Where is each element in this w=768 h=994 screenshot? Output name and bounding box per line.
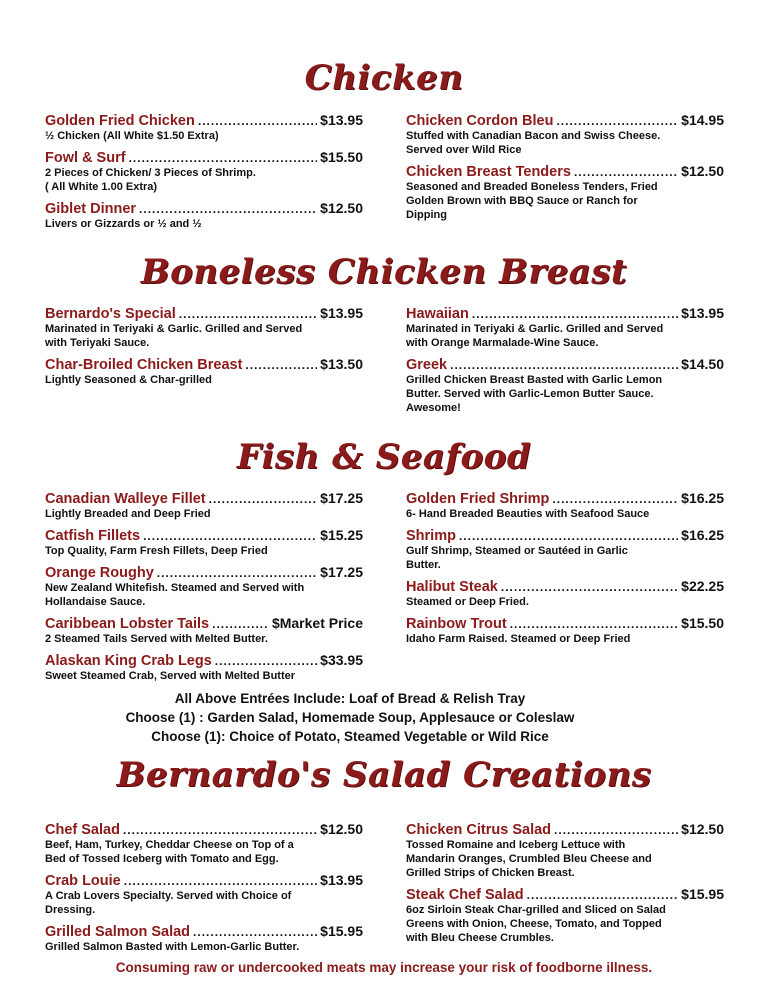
item-name: Shrimp [406,528,456,544]
boneless-right-column [406,305,724,421]
menu-item [406,490,724,521]
menu-item [45,356,363,387]
seafood-left-column [45,490,363,689]
menu-item [45,872,363,917]
menu-item [45,200,363,231]
item-description: Idaho Farm Raised. Steamed or Deep Fried [406,633,631,645]
entrees-note-line: All Above Entrées Include: Loaf of Bread & Relish Tray [174,691,526,706]
menu-item [406,527,724,572]
salads-left-column [45,821,363,960]
section-title-salads: Bernardo's Salad Creations [116,755,652,795]
item-price: $33.95 [320,652,363,668]
item-name: Golden Fried Chicken [45,113,195,129]
item-price: $13.50 [320,356,363,372]
menu-item [406,163,724,222]
item-name: Golden Fried Shrimp [406,491,550,507]
item-name: Giblet Dinner [45,201,137,217]
item-description: A Crab Lovers Specialty. Served with Choice of Dressing. [45,890,292,916]
item-description: Seasoned and Breaded Boneless Tenders, Fried Golden Brown with BBQ Sauce or Ranch for Dipping [406,181,658,221]
item-description: Sweet Steamed Crab, Served with Melted Butter [45,670,296,682]
menu-item [45,305,363,350]
item-name: Bernardo's Special [45,306,176,322]
salads-right-column [406,821,724,951]
item-price: $15.25 [320,527,363,543]
item-description: ½ Chicken (All White $1.50 Extra) [45,130,219,142]
section-title-boneless: Boneless Chicken Breast [140,252,628,292]
item-description: New Zealand Whitefish. Steamed and Served with Hollandaise Sauce. [45,582,305,608]
item-description: Steamed or Deep Fried. [406,596,529,608]
menu-item [406,305,724,350]
menu-item [45,527,363,558]
item-name: Alaskan King Crab Legs [45,653,212,669]
item-price: $13.95 [320,872,363,888]
menu-item [45,821,363,866]
chicken-left-column [45,112,363,237]
item-price: $12.50 [320,821,363,837]
boneless-left-column [45,305,363,393]
item-name: Chicken Breast Tenders [406,164,571,180]
item-name: Greek [406,357,448,373]
item-name: Grilled Salmon Salad [45,924,191,940]
menu-item [45,615,363,646]
menu-item [45,490,363,521]
item-description: Marinated in Teriyaki & Garlic. Grilled and Served with Teriyaki Sauce. [45,323,303,349]
item-name: Char-Broiled Chicken Breast [45,357,243,373]
menu-item [406,578,724,609]
item-price: $15.50 [320,149,363,165]
item-price: $17.25 [320,564,363,580]
item-description: Grilled Salmon Basted with Lemon-Garlic Butter. [45,941,300,953]
section-title-chicken: Chicken [304,58,464,98]
menu-item [45,652,363,683]
menu-item [406,886,724,945]
item-name: Chicken Citrus Salad [406,822,552,838]
item-description: Lightly Breaded and Deep Fried [45,508,211,520]
item-description: Livers or Gizzards or ½ and ½ [45,218,202,230]
item-name: Hawaiian [406,306,469,322]
item-price: $13.95 [681,305,724,321]
item-name: Crab Louie [45,873,121,889]
item-price: $22.25 [681,578,724,594]
menu-item [45,923,363,954]
item-price: $13.95 [320,305,363,321]
item-price: $16.25 [681,490,724,506]
item-price: $16.25 [681,527,724,543]
entrees-note-line: Choose (1) : Garden Salad, Homemade Soup, Applesauce or Coleslaw [125,710,575,725]
menu-item [45,149,363,194]
item-price: $17.25 [320,490,363,506]
item-description: Marinated in Teriyaki & Garlic. Grilled and Served with Orange Marmalade-Wine Sauce. [406,323,664,349]
item-description: Stuffed with Canadian Bacon and Swiss Cheese. Served over Wild Rice [406,130,661,156]
item-name: Catfish Fillets [45,528,141,544]
menu-item [406,821,724,880]
item-price: $14.95 [681,112,724,128]
item-price: $12.50 [681,163,724,179]
item-price: $Market Price [271,615,363,631]
item-description: Top Quality, Farm Fresh Fillets, Deep Fried [45,545,268,557]
entrees-note [70,689,630,746]
menu-item [406,356,724,415]
item-name: Chicken Cordon Bleu [406,113,554,129]
item-name: Caribbean Lobster Tails [45,616,210,632]
item-price: $15.95 [681,886,724,902]
item-description: Tossed Romaine and Iceberg Lettuce with Mandarin Oranges, Crumbled Bleu Cheese and Grilled Strips of Chicken Breast. [406,839,652,879]
menu-item [45,112,363,143]
item-price: $14.50 [681,356,724,372]
food-safety-warning: Consuming raw or undercooked meats may increase your risk of foodborne illness. [115,960,653,975]
item-name: Chef Salad [45,822,120,838]
item-price: $12.50 [320,200,363,216]
item-name: Orange Roughy [45,565,154,581]
item-description: 6oz Sirloin Steak Char-grilled and Sliced on Salad Greens with Onion, Cheese, Tomato, and Topped with Bleu Cheese Crumbles. [406,904,666,944]
item-description: Gulf Shrimp, Steamed or Sautéed in Garlic Butter. [406,545,628,571]
item-name: Steak Chef Salad [406,887,524,903]
item-name: Fowl & Surf [45,150,126,166]
menu-item [406,615,724,646]
seafood-right-column [406,490,724,652]
item-description: 2 Steamed Tails Served with Melted Butter. [45,633,268,645]
item-name: Rainbow Trout [406,616,507,632]
item-price: $15.50 [681,615,724,631]
item-description: 6- Hand Breaded Beauties with Seafood Sauce [406,508,650,520]
menu-item [406,112,724,157]
item-description: Lightly Seasoned & Char-grilled [45,374,212,386]
entrees-note-line: Choose (1): Choice of Potato, Steamed Vegetable or Wild Rice [151,729,549,744]
item-price: $13.95 [320,112,363,128]
item-description: 2 Pieces of Chicken/ 3 Pieces of Shrimp. ( All White 1.00 Extra) [45,167,256,193]
item-name: Halibut Steak [406,579,498,595]
item-description: Grilled Chicken Breast Basted with Garlic Lemon Butter. Served with Garlic-Lemon Butter Sauce. Awesome! [406,374,663,414]
item-name: Canadian Walleye Fillet [45,491,206,507]
section-title-seafood: Fish & Seafood [236,437,532,477]
item-description: Beef, Ham, Turkey, Cheddar Cheese on Top of a Bed of Tossed Iceberg with Tomato and Egg. [45,839,294,865]
chicken-right-column [406,112,724,228]
item-price: $12.50 [681,821,724,837]
item-price: $15.95 [320,923,363,939]
menu-item [45,564,363,609]
